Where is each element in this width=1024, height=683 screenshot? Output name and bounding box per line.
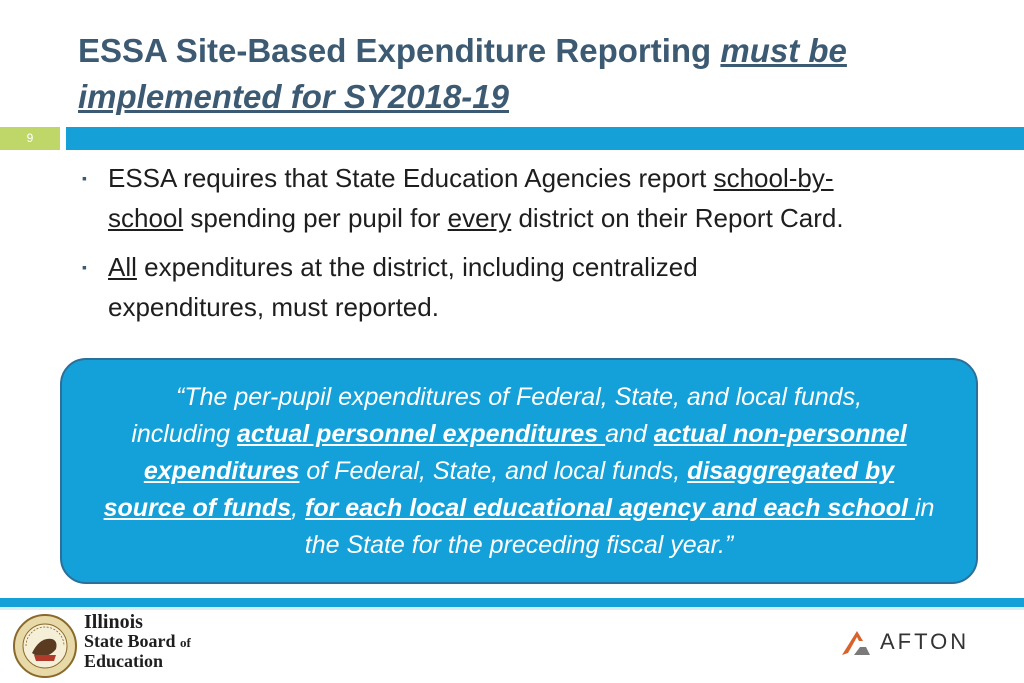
bullet-text: district on their Report Card. <box>511 203 844 233</box>
footer-bar-light <box>0 607 1024 610</box>
title-emphasis-1: must be <box>720 32 847 69</box>
isbe-line-3: Education <box>84 651 164 671</box>
bullet-underlined-text: All <box>108 252 137 282</box>
quote-emphasis: for each local educational agency and each school <box>305 493 915 522</box>
quote-emphasis: source of funds <box>103 493 292 522</box>
bullet-underlined-text: school <box>108 203 184 233</box>
bullet-item-1 <box>78 158 998 238</box>
slide-number: 9 <box>0 127 60 150</box>
title-emphasis-2: implemented for SY2018-19 <box>78 78 509 115</box>
bullet-underlined-text: every <box>447 203 512 233</box>
bullet-item-2 <box>78 247 998 327</box>
quote-text <box>79 379 959 564</box>
slide-title <box>78 28 978 120</box>
bullet-underlined-text: school-by- <box>713 163 834 193</box>
quote-emphasis: actual personnel expenditures <box>236 419 606 448</box>
state-seal-icon <box>12 613 78 679</box>
bullet-text: expenditures, must reported. <box>108 292 439 322</box>
quote-segment: the State for the preceding fiscal year.” <box>304 530 734 559</box>
quote-segment: of Federal, State, and local funds, <box>299 456 688 485</box>
quote-emphasis: actual non-personnel <box>653 419 907 448</box>
afton-wordmark: AFTON <box>880 629 970 654</box>
bullet-marker-icon: ▪ <box>82 259 87 275</box>
title-divider-bar <box>66 127 1024 150</box>
quote-emphasis: disaggregated by <box>687 456 895 485</box>
isbe-line-2-text: State Board <box>84 631 180 651</box>
afton-logo <box>840 625 990 659</box>
quote-segment: in <box>914 493 935 522</box>
bullet-marker-icon: ▪ <box>82 170 87 186</box>
quote-segment: including <box>131 419 237 448</box>
title-plain: ESSA Site-Based Expenditure Reporting <box>78 32 721 69</box>
isbe-of: of <box>180 635 191 650</box>
bullet-list <box>78 158 998 336</box>
bullet-text: expenditures at the district, including centralized <box>136 252 698 282</box>
quote-segment: and <box>605 419 654 448</box>
isbe-logo <box>84 612 191 670</box>
bullet-text: spending per pupil for <box>183 203 448 233</box>
isbe-line-1: Illinois <box>84 611 143 633</box>
afton-mountain-icon <box>840 627 874 657</box>
quote-callout-box <box>60 358 978 584</box>
footer-bar <box>0 598 1024 607</box>
isbe-line-2 <box>84 632 191 652</box>
quote-segment: “The per-pupil expenditures of Federal, State, and local funds, <box>175 382 863 411</box>
quote-segment: , <box>291 493 306 522</box>
quote-emphasis: expenditures <box>143 456 300 485</box>
bullet-text: ESSA requires that State Education Agencies report <box>108 163 714 193</box>
